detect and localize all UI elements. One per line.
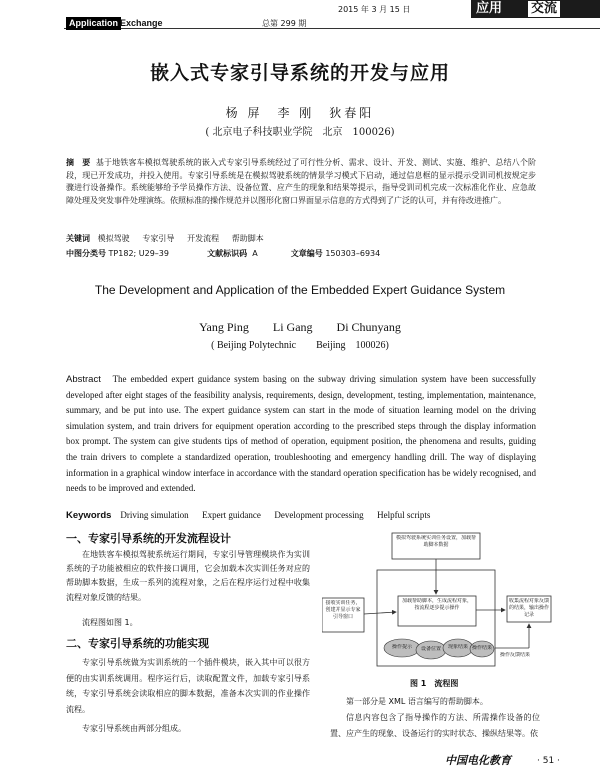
figure-caption: 图 1 流程图	[410, 679, 459, 688]
flow-cloud-2	[416, 641, 446, 659]
keywords-cn-label: 关键词	[66, 234, 90, 243]
keywords-cn	[66, 233, 264, 245]
keywords-en	[66, 508, 430, 523]
keyword-en: Expert guidance	[202, 510, 261, 520]
footer-journal: 中国电化教育	[445, 754, 511, 767]
section-2-paragraph: 专家引导系统做为实训系统的一个插件模块，嵌入其中可以很方便的由实训系统调用。程序运行后，读取配置文件，加载专家引导系统，专家引导系统会读取相应的脚本数据，准备本次实训的作业操作流程。	[66, 658, 310, 714]
keyword-cn: 帮助脚本	[231, 234, 264, 243]
flow-cloud-3-label: 现象结果	[447, 644, 468, 650]
section-2-paragraph-2: 专家引导系统由两部分组成。	[82, 724, 186, 733]
paper-title-cn: 嵌入式专家引导系统的开发与应用	[149, 62, 450, 84]
abstract-cn-text: 基于地铁客车模拟驾驶系统的嵌入式专家引导系统经过了可行性分析、需求、设计、开发、测试、实施、维护、总结八个阶段，现已开发成功，并投入使用。专家引导系统是在模拟驾驶系统的情景学习模式下启动，通过信息框的显示提示受训司机按规定步骤进行设备操作。系统能够给予学员操作方法、设备位置、应产生的现象和结果等提示，指导受训司机完成一次标准化作业、应急故障处理及突发事件处理演练。依照标准的操作规范并以图形化窗口界面显示信息的方式得到了广泛的认可，并有待改进推广。	[66, 158, 537, 205]
header-exchange-label: Exchange	[120, 18, 163, 28]
keyword-cn: 开发流程	[187, 234, 220, 243]
flow-arrow	[364, 612, 396, 614]
flow-cloud-3	[443, 639, 473, 657]
flow-node-left-label: 接收实训任务，创建并显示专家引导窗口	[325, 600, 361, 620]
clc-value: TP182; U29–39	[108, 249, 169, 258]
flow-cloud-2-label: 设备位置	[420, 646, 441, 652]
article-no-value: 150303–6934	[325, 249, 381, 258]
classification-line	[66, 248, 380, 260]
flow-node-right-label: 收集流程对象反馈的结果，输出操作记录	[509, 598, 549, 618]
doc-code-label: 文献标识码	[207, 249, 248, 258]
abstract-en	[66, 372, 536, 497]
right-paragraph-1: 第一部分是 XML 语言编写的帮助脚本。	[346, 697, 488, 706]
abstract-cn	[66, 157, 536, 207]
keywords-en-label: Keywords	[66, 510, 112, 521]
keyword-en: Development processing	[274, 510, 364, 520]
header-badge-primary: 应用	[476, 1, 503, 16]
paper-title-en: The Development and Application of the Embedded Expert Guidance System	[94, 283, 506, 297]
section-2-heading: 二、专家引导系统的功能实现	[66, 637, 209, 650]
flow-cloud-1-label: 操作提示	[391, 644, 412, 650]
flow-node-top-label: 模拟驾驶系统实训任务设置，加载帮助脚本数据	[395, 535, 476, 548]
keyword-en: Helpful scripts	[377, 510, 431, 520]
footer-page-number: · 51 ·	[537, 756, 560, 766]
authors-en: Yang Ping Li Gang Di Chunyang	[199, 320, 401, 334]
flow-cloud-4	[470, 641, 494, 657]
section-1-figure-reference: 流程图如图 1。	[82, 618, 138, 627]
flow-edge-label: 操作反馈结果	[500, 652, 531, 658]
flow-cloud-4-label: 操作结果	[471, 645, 492, 651]
flow-cloud-1	[384, 639, 420, 657]
clc-label: 中图分类号	[66, 249, 106, 258]
header-date: 2015 年 3 月 15 日	[338, 5, 411, 14]
affiliation-cn: ( 北京电子科技职业学院 北京 100026)	[205, 127, 395, 138]
keyword-cn: 模拟驾驶	[97, 234, 130, 243]
header-badge-secondary: 交流	[528, 1, 560, 17]
right-paragraph-2: 信息内容包含了指导操作的方法、所需操作设备的位置、应产生的现象、设备运行的实时状态、操纵结果等。依	[330, 713, 540, 738]
doc-code-value: A	[252, 249, 258, 258]
section-1-heading: 一、专家引导系统的开发流程设计	[66, 532, 231, 545]
abstract-en-text: The embedded expert guidance system basing on the subway driving simulation system have been successfully developed after eight stages of the feasibility analysis, requirements, design, development, testing, implementation, maintenance, summary, and be put into use. The expert guidance system can start in the mode of situation learning model on the driving simulation system, and train drivers for equipment operation according to the prescribed steps through the display information box prompt. The system can give students tips of method of operation, equipment position, the phenomena and results, guiding the train drivers to complete a standardized operation, troubleshooting and emergency handling drill. The way of displaying information in a graphical window interface in accordance with the standard operation specification has be widely recognised, and needs to be improved and extended.	[66, 374, 537, 494]
keyword-en: Driving simulation	[120, 510, 189, 520]
section-1-paragraph: 在地铁客车模拟驾驶系统运行期间，专家引导管理模块作为实训系统的子功能被相应的软件接口调用，它会加载本次实训任务对应的帮助脚本数据，生成一系列的流程对象，之后在程序运行过程中收集流程对象反馈的结果。	[66, 550, 310, 602]
flowchart-figure	[322, 530, 552, 675]
abstract-cn-label: 摘 要	[66, 158, 91, 167]
keyword-cn: 专家引导	[142, 234, 175, 243]
abstract-en-label: Abstract	[66, 374, 101, 385]
article-no-label: 文章编号	[290, 249, 323, 258]
header-issue: 总第 299 期	[262, 19, 307, 28]
affiliation-en: ( Beijing Polytechnic Beijing 100026)	[211, 340, 389, 351]
header-application-label: Application	[66, 17, 121, 30]
flow-node-mid-label: 加载帮助脚本，生成流程对象，按流程逐步提示操作	[401, 598, 472, 611]
authors-cn: 杨 屏 李 刚 狄春阳	[225, 106, 375, 120]
